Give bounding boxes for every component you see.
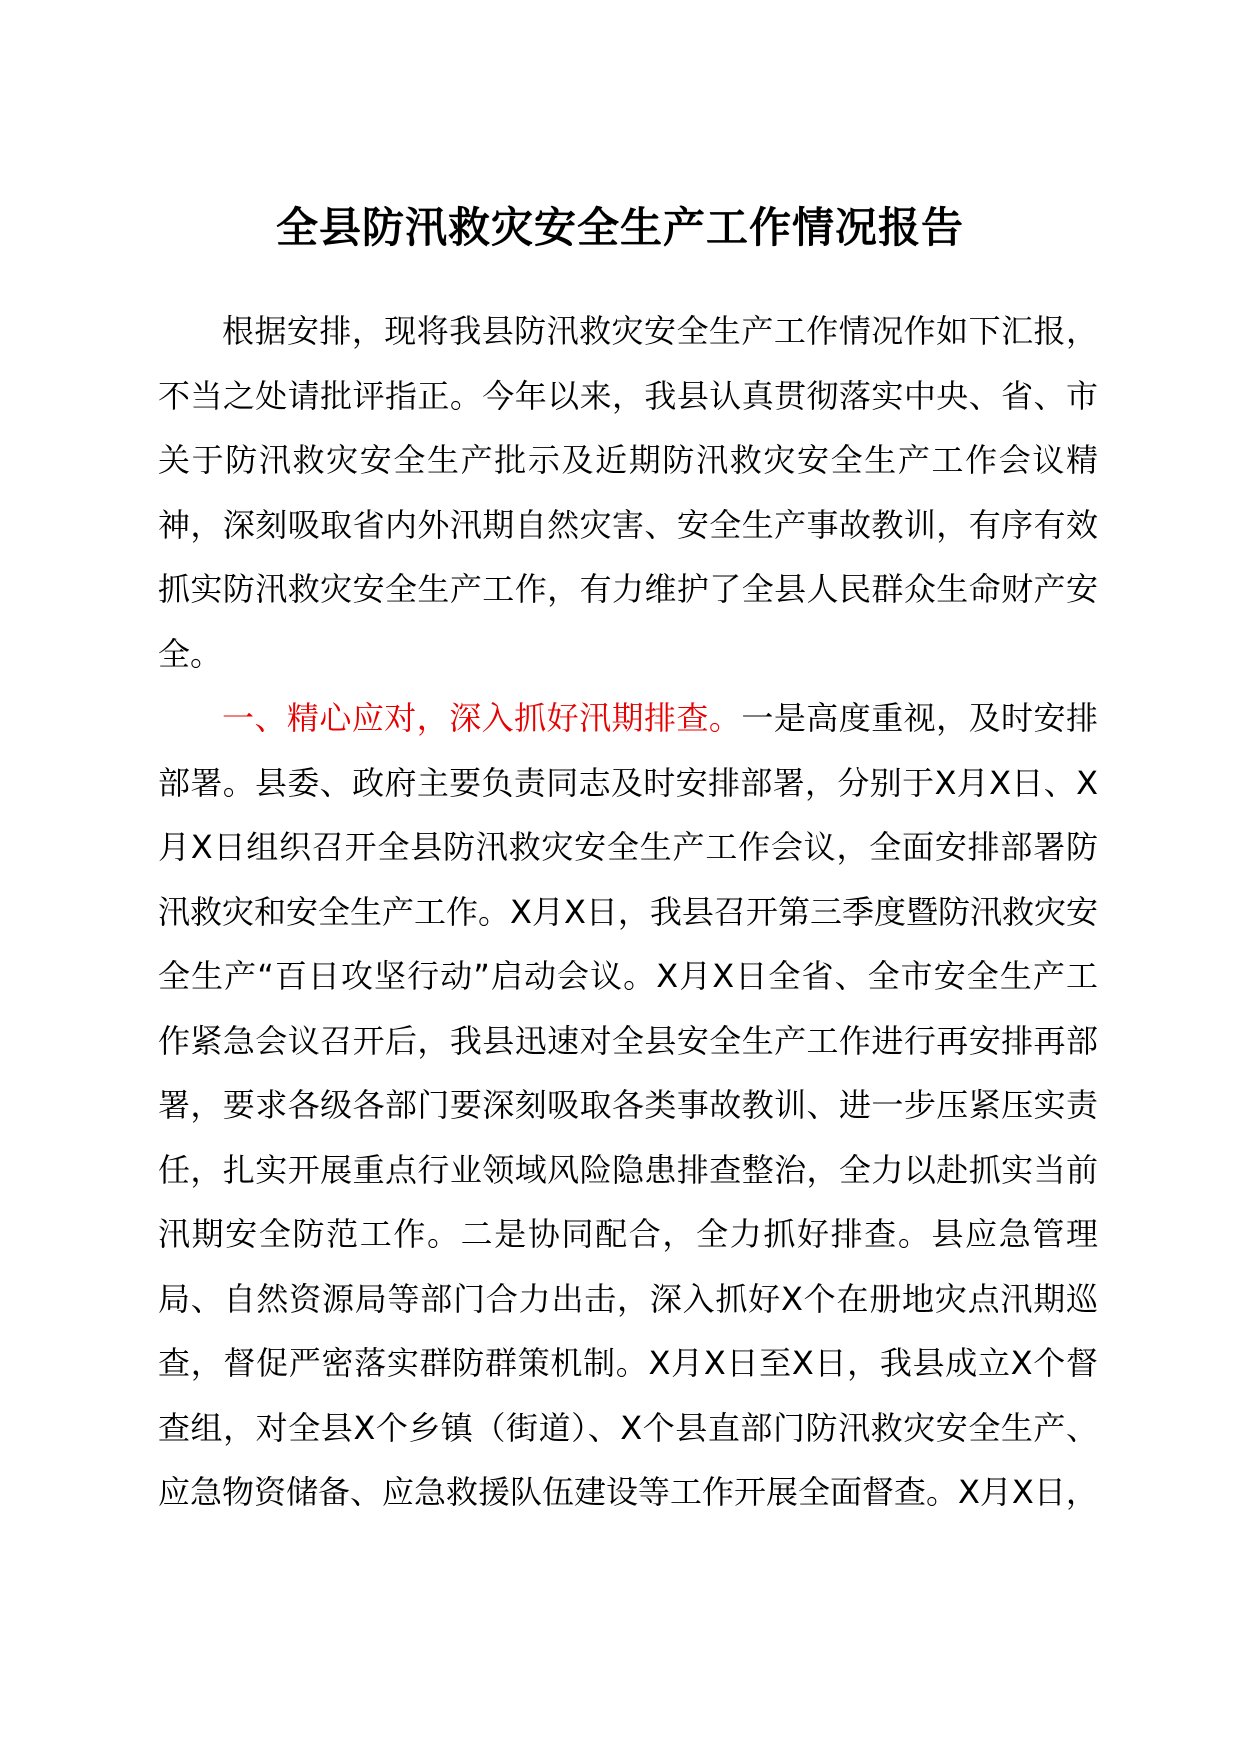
section-one-paragraph xyxy=(158,686,1098,1525)
section-one-text: 一是高度重视，及时安排部署。县委、政府主要负责同志及时安排部署，分别于X月X日、X月X日组织召开全县防汛救灾安全生产工作会议，全面安排部署防汛救灾和安全生产工作。X月X日，我县召开第三季度暨防汛救灾安全生产“百日攻坚行动”启动会议。X月X日全省、全市安全生产工作紧急会议召开后，我县迅速对全县安全生产工作进行再安排再部署，要求各级各部门要深刻吸取各类事故教训、进一步压紧压实责任，扎实开展重点行业领域风险隐患排查整治，全力以赴抓实当前汛期安全防范工作。二是协同配合，全力抓好排查。县应急管理局、自然资源局等部门合力出击，深入抓好X个在册地灾点汛期巡查，督促严密落实群防群策机制。X月X日至X日，我县成立X个督查组，对全县X个乡镇（街道）、X个县直部门防汛救灾安全生产、应急物资储备、应急救援队伍建设等工作开展全面督查。X月X日， xyxy=(158,699,1098,1511)
document-title: 全县防汛救灾安全生产工作情况报告 xyxy=(275,203,964,252)
section-one-heading: 一、精心应对，深入抓好汛期排查。 xyxy=(222,699,742,737)
intro-paragraph-text: 根据安排，现将我县防汛救灾安全生产工作情况作如下汇报，不当之处请批评指正。今年以来，我县认真贯彻落实中央、省、市关于防汛救灾安全生产批示及近期防汛救灾安全生产工作会议精神，深刻吸取省内外汛期自然灾害、安全生产事故教训，有序有效抓实防汛救灾安全生产工作，有力维护了全县人民群众生命财产安全。 xyxy=(158,312,1098,673)
intro-paragraph xyxy=(158,299,1098,686)
document-body xyxy=(158,299,1098,1525)
